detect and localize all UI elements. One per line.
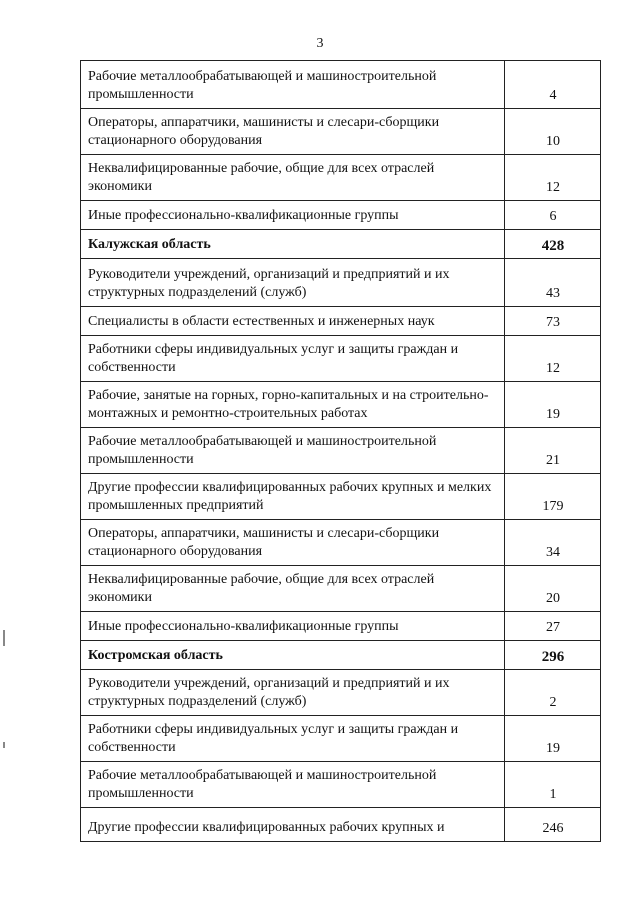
region-total: 428	[505, 230, 601, 259]
table-row	[81, 428, 601, 474]
group-count: 21	[505, 428, 601, 474]
page-number: 3	[316, 36, 324, 51]
occupation-group: Рабочие металлообрабатывающей и машиностроительной промышленности	[81, 61, 505, 109]
table-row	[81, 716, 601, 762]
occupation-group: Работники сферы индивидуальных услуг и защиты граждан и собственности	[81, 716, 505, 762]
group-count: 19	[505, 716, 601, 762]
table-row	[81, 155, 601, 201]
table-row	[81, 520, 601, 566]
occupation-group: Рабочие металлообрабатывающей и машиностроительной промышленности	[81, 428, 505, 474]
region-total: 296	[505, 641, 601, 670]
occupation-group: Другие профессии квалифицированных рабочих крупных и мелких промышленных предприятий	[81, 474, 505, 520]
group-count: 27	[505, 612, 601, 641]
table-row	[81, 109, 601, 155]
region-name: Костромская область	[81, 641, 505, 670]
occupation-group: Иные профессионально-квалификационные группы	[81, 201, 505, 230]
group-count: 179	[505, 474, 601, 520]
group-count: 20	[505, 566, 601, 612]
group-count: 73	[505, 307, 601, 336]
occupation-group: Руководители учреждений, организаций и предприятий и их структурных подразделений (служб)	[81, 670, 505, 716]
group-count: 10	[505, 109, 601, 155]
group-count: 43	[505, 259, 601, 307]
group-count: 246	[505, 808, 601, 842]
table-row	[81, 474, 601, 520]
group-count: 1	[505, 762, 601, 808]
table-row	[81, 670, 601, 716]
region-row	[81, 641, 601, 670]
region-row	[81, 230, 601, 259]
occupation-group: Другие профессии квалифицированных рабочих крупных и	[81, 808, 505, 842]
occupation-group: Иные профессионально-квалификационные группы	[81, 612, 505, 641]
table-row	[81, 808, 601, 842]
group-count: 6	[505, 201, 601, 230]
group-count: 12	[505, 336, 601, 382]
group-count: 4	[505, 61, 601, 109]
occupation-group: Неквалифицированные рабочие, общие для всех отраслей экономики	[81, 566, 505, 612]
region-name: Калужская область	[81, 230, 505, 259]
table-body	[81, 61, 601, 842]
group-count: 2	[505, 670, 601, 716]
table-row	[81, 566, 601, 612]
occupation-group: Неквалифицированные рабочие, общие для всех отраслей экономики	[81, 155, 505, 201]
occupation-group: Рабочие металлообрабатывающей и машиностроительной промышленности	[81, 762, 505, 808]
scan-edge-mark	[3, 630, 5, 646]
occupation-group: Рабочие, занятые на горных, горно-капитальных и на строительно-монтажных и ремонтно-строительных работах	[81, 382, 505, 428]
occupation-group: Операторы, аппаратчики, машинисты и слесари-сборщики стационарного оборудования	[81, 109, 505, 155]
employment-table	[80, 60, 601, 842]
scan-edge-mark	[3, 742, 5, 748]
occupation-group: Специалисты в области естественных и инженерных наук	[81, 307, 505, 336]
group-count: 19	[505, 382, 601, 428]
table-row	[81, 336, 601, 382]
table-row	[81, 61, 601, 109]
group-count: 34	[505, 520, 601, 566]
occupation-group: Работники сферы индивидуальных услуг и защиты граждан и собственности	[81, 336, 505, 382]
table-row	[81, 762, 601, 808]
table-row	[81, 382, 601, 428]
occupation-group: Операторы, аппаратчики, машинисты и слесари-сборщики стационарного оборудования	[81, 520, 505, 566]
table-row	[81, 612, 601, 641]
table-row	[81, 259, 601, 307]
table-row	[81, 201, 601, 230]
occupation-group: Руководители учреждений, организаций и предприятий и их структурных подразделений (служб)	[81, 259, 505, 307]
group-count: 12	[505, 155, 601, 201]
table-row	[81, 307, 601, 336]
